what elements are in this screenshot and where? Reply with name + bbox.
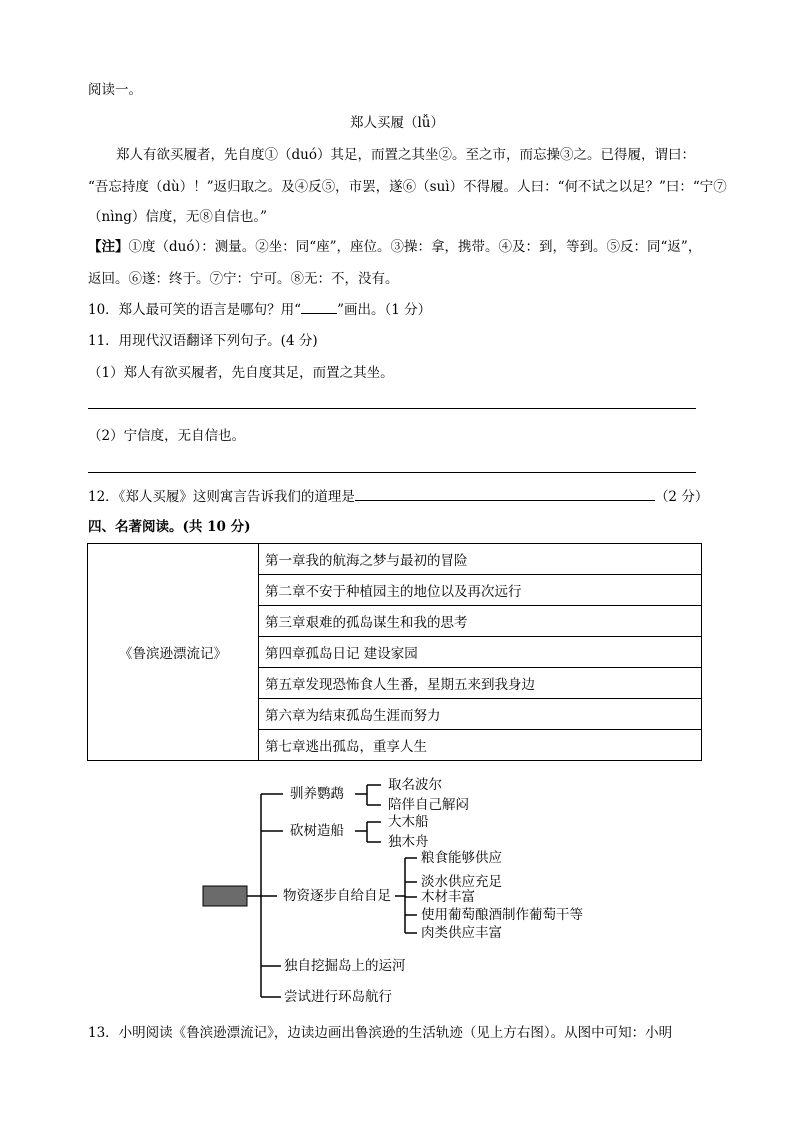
chapter-cell: 第六章为结束孤岛生涯而努力	[259, 699, 702, 730]
mindmap-branch: 独自挖掘岛上的运河	[284, 958, 406, 974]
passage-line: “吾忘持度（dù）！”返归取之。及④反⑤，市罢，遂⑥（suì）不得履。人曰：“何不试之以足？”曰：“宁⑦	[88, 179, 727, 195]
chapter-table	[87, 543, 702, 761]
mindmap-branch: 驯养鹦鹉	[290, 786, 344, 802]
mindmap-leaf: 大木船	[388, 814, 429, 830]
mindmap-leaf: 木材丰富	[421, 889, 475, 905]
section-4-heading: 四、名著阅读。(共 10 分)	[88, 519, 251, 535]
notes-line-1	[88, 237, 701, 257]
book-title: 《鲁滨逊漂流记》	[88, 544, 259, 761]
chapter-cell: 第一章我的航海之梦与最初的冒险	[259, 544, 702, 575]
notes-label: 【注】	[88, 239, 129, 255]
mindmap-leaf: 粮食能够供应	[421, 850, 502, 866]
mindmap-leaf: 陪伴自己解闷	[388, 797, 469, 813]
notes-text: ①度（duó）：测量。②坐：同“座”，座位。③操：拿，携带。④及：到，等到。⑤反：同“返”，	[128, 239, 702, 255]
mindmap-branch: 砍树造船	[290, 823, 344, 839]
answer-line[interactable]	[88, 472, 696, 473]
q12-score: （2 分）	[654, 489, 709, 505]
mindmap-leaf: 使用葡萄酿酒制作葡萄干等	[421, 907, 583, 923]
mindmap-leaf: 取名波尔	[388, 777, 442, 793]
question-11: 11．用现代汉语翻译下列句子。(4 分)	[88, 333, 318, 349]
question-11-1: （1）郑人有欲买履者，先自度其足，而置之其坐。	[88, 365, 394, 381]
chapter-cell: 第二章不安于种植园主的地位以及再次远行	[259, 575, 702, 606]
mindmap-branch: 物资逐步自给自足	[283, 888, 391, 904]
q12-text: 12．《郑人买履》这则寓言告诉我们的道理是	[88, 489, 355, 505]
passage-line: （nìng）信度，无⑧自信也。”	[88, 209, 267, 225]
answer-blank[interactable]	[301, 299, 337, 314]
mindmap-leaf: 肉类供应丰富	[421, 925, 502, 941]
reading-heading: 阅读一。	[88, 82, 142, 98]
q10-prefix: 10．郑人最可笑的语言是哪句？用“	[88, 302, 302, 318]
mindmap-leaf: 淡水供应充足	[421, 874, 502, 890]
q10-suffix: ”画出。（1 分）	[337, 302, 432, 318]
passage-line: 郑人有欲买履者，先自度①（duó）其足，而置之其坐②。至之市，而忘操③之。已得履，谓曰：	[116, 147, 695, 163]
chapter-cell: 第三章艰难的孤岛谋生和我的思考	[259, 606, 702, 637]
mindmap-branch: 尝试进行环岛航行	[284, 989, 392, 1005]
chapter-cell: 第四章孤岛日记 建设家园	[259, 637, 702, 668]
notes-line-2: 返回。⑥遂：终于。⑦宁：宁可。⑧无：不，没有。	[88, 271, 399, 287]
question-13: 13．小明阅读《鲁滨逊漂流记》，边读边画出鲁滨逊的生活轨迹（见上方右图）。从图中可知：小明	[88, 1025, 673, 1041]
question-12	[88, 486, 708, 507]
question-10	[88, 299, 431, 320]
passage-title: 郑人买履（lǚ）	[349, 115, 444, 131]
answer-line[interactable]	[88, 408, 696, 409]
mindmap-center-box	[203, 886, 247, 906]
chapter-cell: 第七章逃出孤岛，重享人生	[259, 730, 702, 761]
chapter-cell: 第五章发现恐怖食人生番，星期五来到我身边	[259, 668, 702, 699]
question-11-2: （2）宁信度，无自信也。	[88, 428, 246, 444]
mindmap-leaf: 独木舟	[388, 834, 429, 850]
answer-blank[interactable]	[355, 486, 655, 501]
